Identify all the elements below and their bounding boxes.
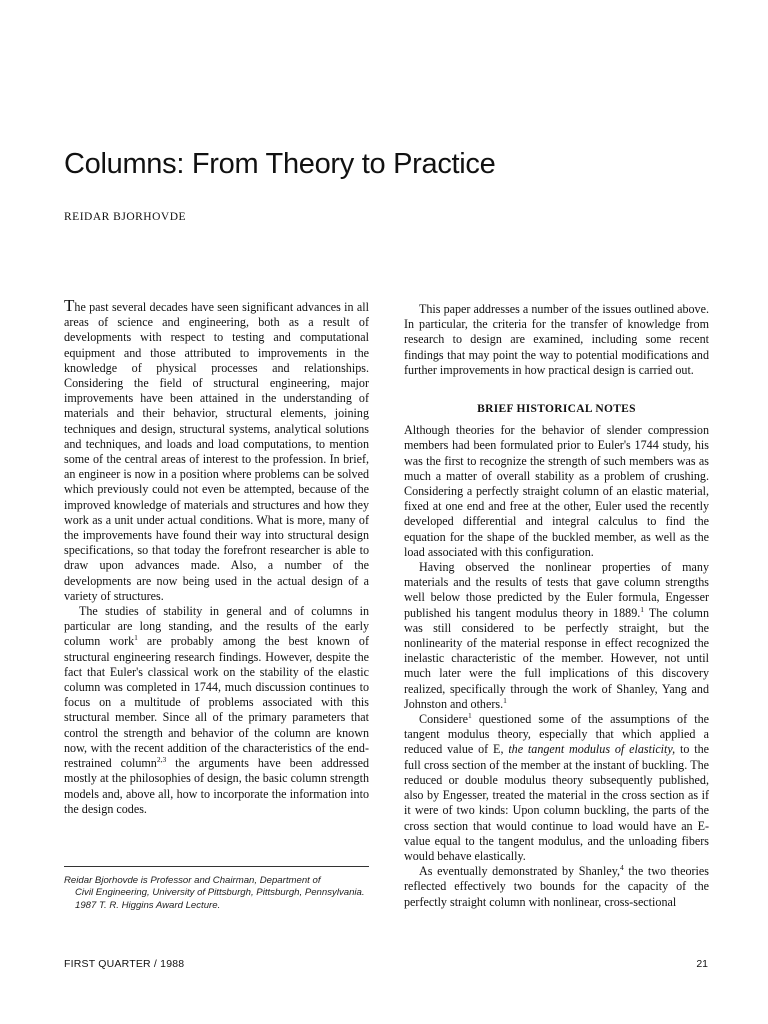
paragraph-text: Considere (419, 712, 469, 727)
page-number: 21 (696, 958, 708, 970)
right-column (404, 302, 709, 910)
paragraph-text: to the full cross section of the member at the instant of buckling. The reduced or double modulus theory subsequently published, also by Engesser, treated the material in the cross section as if it were of two kinds: Upon column buckling, the parts of the cross section that would continue to load would have an E-value equal to the tangent modulus, and the unloading fibers would behave elastically. (404, 742, 710, 863)
paragraph-text: As eventually demonstrated by Shanley, (419, 864, 620, 879)
paragraph-text: The studies of stability in general and of columns in particular are long standing, and the results of the early column work (64, 604, 369, 649)
footnote-rest: Civil Engineering, University of Pittsburgh, Pittsburgh, Pennsylvania. 1987 T. R. Higgins Award Lecture. (75, 887, 365, 911)
reference-marker: 1 (134, 633, 138, 643)
reference-marker: 1 (503, 695, 507, 705)
euler-paragraph: Although theories for the behavior of slender compression members had been formulated prior to Euler's 1744 study, his was the first to recognize the strength of such members was as much a matter of overall stability as a problem of crushing. Considering a perfectly straight column of an elastic material, fixed at one end and free at the other, Euler used the recently developed differential and integral calculus to find the equation for the shape of the buckled member, as well as the load associated with this configuration. (404, 423, 709, 559)
drop-cap: T (64, 296, 75, 315)
reference-marker: 1 (640, 604, 645, 614)
issues-paragraph: This paper addresses a number of the issues outlined above. In particular, the criteria for the transfer of knowledge from research to design are examined, including some recent findings that may point the way to potential modifications and further improvements in how practical design is carried out. (404, 302, 709, 377)
section-heading: BRIEF HISTORICAL NOTES (477, 403, 636, 416)
paragraph-text: questioned some of the assumptions of the tangent modulus theory, especially that which applied a reduced value of E, (404, 712, 709, 757)
footnote-divider (64, 866, 369, 867)
paragraph-text: are probably among the best known of structural engineering research findings. However, despite the fact that Euler's classical work on the stability of the elastic column was completed in 1744, much discussion continues to focus on a multitude of problems associated with this structural member. Since all of the primary parameters that control the strength and behavior of the column are known now, with the recent addition of the characteristics of the end-restrained column (64, 634, 369, 771)
emphasis-text: the tangent modulus of elasticity, (508, 742, 676, 757)
paper-title: Columns: From Theory to Practice (64, 148, 496, 180)
intro-paragraph (64, 296, 369, 604)
reference-marker: 1 (468, 711, 472, 721)
stability-paragraph (64, 604, 369, 817)
intro-paragraph-text: he past several decades have seen significant advances in all areas of science and engineering, both as a result of developments with respect to testing and computational equipment and those attributed to improvements in the knowledge of physical processes and relationships. Considering the field of structural engineering, major improvements have been attained in the understanding of materials and their behavior, structural elements, joining techniques and design, structural systems, analytical solutions and techniques, and loads and load computations, to mention some of the central areas of interest to the profession. In brief, an engineer is now in a position where problems can be solved which previously could not even be attempted, because of the improved knowledge of materials and structures and how they work as a unit under actual conditions. What is more, many of the improvements have found their way into structural design specifications, so that today the forefront researcher is able to draw upon advances made. Also, a number of the developments are now being used in the actual design of a variety of structures. (64, 300, 369, 603)
author-name: REIDAR BJORHOVDE (64, 211, 187, 223)
footnote-first-line: Reidar Bjorhovde is Professor and Chairman, Department of (64, 875, 321, 886)
author-footnote (64, 875, 369, 912)
paragraph-text: the arguments have been addressed mostly at the philosophies of design, the basic column strength models and, above all, how to incorporate the information into the design codes. (64, 756, 369, 816)
left-column (64, 296, 369, 817)
shanley-paragraph (404, 864, 709, 910)
engesser-paragraph (404, 560, 709, 712)
paragraph-text: The column was still considered to be perfectly straight, but the nonlinearity of the material response in effect recognized the inelastic characteristic of the member. However, not until much later were the full implications of this discovery realized, specifically through the work of Shanley, Yang and Johnston and others. (404, 605, 709, 711)
reference-marker: 4 (619, 863, 624, 873)
issue-footer: FIRST QUARTER / 1988 (64, 958, 185, 970)
paragraph-text: Having observed the nonlinear properties of many materials and the results of tests that gave column strengths well below those predicted by the Euler formula, Engesser published his tangent modulus theory in 1889. (404, 560, 709, 620)
reference-marker: 2,3 (156, 755, 167, 765)
paragraph-text: the two theories reflected effectively two bounds for the capacity of the perfectly straight column with nonlinear, cross-sectional (404, 864, 709, 909)
considere-paragraph (404, 712, 709, 864)
